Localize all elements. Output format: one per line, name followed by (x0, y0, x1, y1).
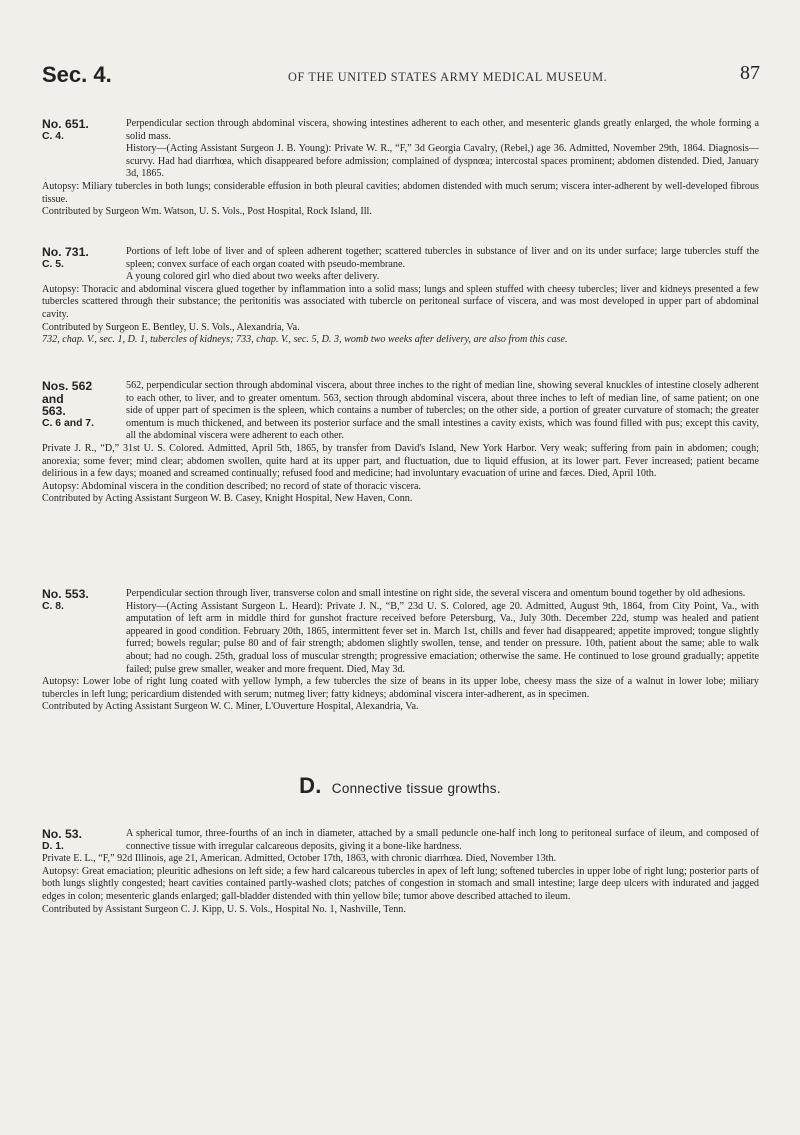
specimen-entry-53 (42, 828, 759, 916)
autopsy-paragraph: Autopsy: Miliary tubercles in both lungs; considerable effusion in both pleural cavities; abdomen distended with much serum; viscera inter-adherent by well-developed fibrous tissue. (42, 180, 759, 205)
specimen-label (42, 246, 126, 271)
specimen-class: C. 8. (42, 600, 64, 612)
specimen-history: History—(Acting Assistant Surgeon L. Heard): Private J. N., “B,” 23d U. S. Colored, age 20. Admitted, August 9th, 1864, from City Point, Va., with amputation of left arm in middle third for gunshot fracture received before Petersburg, Va., July 30th. December 22d, stump was healed and patient appeared in good condition. February 20th, 1865, intermittent fever set in. March 1st, chills and fever had disappeared; appetite improved; tongue slightly furred; bowels regular; pulse 80 and of fair strength; abdomen slightly swollen, tense, and tender on pressure. 10th, patient about the same; able to walk about; had no cough. 25th, gradual loss of muscular strength; progressive emaciation; otherwise the same. He continued to lose ground gradually; appetite failed; pulse grew smaller, weaker and more frequent. Died, May 3d. (126, 600, 759, 675)
autopsy-paragraph: Autopsy: Thoracic and abdominal viscera glued together by inflammation into a solid mass; lungs and spleen stuffed with cheesy tubercles; liver and kidneys presented a few tubercles scattered through their substance; the peritonitis was associated with tubercle on peritoneal surface of viscera, and was most developed in upper part of abdominal cavity. (42, 283, 759, 320)
specimen-number: No. 731. (42, 245, 89, 259)
section-title: Connective tissue growths. (331, 781, 501, 796)
section-heading (0, 773, 800, 799)
page-number: 87 (740, 62, 760, 84)
section-label: Sec. 4. (42, 62, 112, 87)
specimen-number: Nos. 562 (42, 379, 93, 393)
related-specimens-note: 732, chap. V., sec. 1, D. 1, tubercles of kidneys; 733, chap. V., sec. 5, D. 3, womb two weeks after delivery, are also from this case. (42, 334, 568, 346)
contributor-line: Contributed by Surgeon Wm. Watson, U. S. Vols., Post Hospital, Rock Island, Ill. (42, 206, 372, 218)
specimen-entry-731 (42, 246, 759, 347)
autopsy-paragraph: Autopsy: Abdominal viscera in the condition described; no record of state of thoracic viscera. (42, 480, 422, 492)
specimen-class: C. 4. (42, 130, 64, 142)
specimen-history: A young colored girl who died about two weeks after delivery. (126, 271, 380, 283)
specimen-entry-651 (42, 118, 759, 219)
page-header (42, 62, 760, 96)
section-letter: D. (299, 773, 322, 798)
history-paragraph: Private E. L., “F,” 92d Illinois, age 21, American. Admitted, October 17th, 1863, with chronic diarrhœa. Died, November 13th. (42, 853, 557, 865)
autopsy-paragraph: Autopsy: Lower lobe of right lung coated with yellow lymph, a few tubercles the size of beans in its upper lobe, cheesy mass the size of a walnut in lower lobe; miliary tubercles in left lung; pericardium distended with serum; nutmeg liver; fatty kidneys; abdominal viscera inter-adherent, as in specimen. (42, 676, 759, 700)
history-paragraph: Private J. R., “D,” 31st U. S. Colored. Admitted, April 5th, 1865, by transfer from David's Island, New York Harbor. Very weak; suffering from pain in abdomen; cough; anorexia; some fever; mind clear; abdomen swollen, quite hard at its upper part, and fluctuation, due to liquid effusion, at its lower part. Fever increased; patient became delirious in a few days; moaned and screamed continually; refused food and medicine; had involuntary evacuation of urine and fæces. Died, April 10th. (42, 442, 759, 480)
specimen-label (42, 588, 126, 613)
specimen-class: D. 1. (42, 840, 64, 852)
specimen-number-and: and (42, 391, 64, 406)
running-title: OF THE UNITED STATES ARMY MEDICAL MUSEUM. (288, 70, 608, 84)
specimen-class: C. 6 and 7. (42, 417, 94, 429)
specimen-description: Perpendicular section through abdominal viscera, showing intestines adherent to each other, and mesenteric glands greatly enlarged, the whole forming a solid mass. (126, 118, 759, 142)
specimen-description: A spherical tumor, three-fourths of an inch in diameter, attached by a small peduncle one-half inch long to peritoneal surface of ileum, and composed of connective tissue with irregular calcareous deposits, giving it a bone-like hardness. (126, 828, 759, 852)
specimen-class: C. 5. (42, 258, 64, 270)
specimen-number: No. 651. (42, 117, 89, 131)
specimen-history: History—(Acting Assistant Surgeon J. B. Young): Private W. R., “F,” 3d Georgia Cavalry, (Rebel,) age 36. Admitted, November 29th, 1864. Diagnosis—scurvy. Had had diarrhœa, which disappeared before admission; complained of dyspnœa; intercostal spaces prominent; abdomen distended. Died, January 3d, 1865. (126, 143, 759, 180)
contributor-line: Contributed by Surgeon E. Bentley, U. S. Vols., Alexandria, Va. (42, 321, 300, 333)
specimen-entry-553 (42, 588, 759, 714)
specimen-label (42, 118, 126, 143)
specimen-number: No. 53. (42, 827, 82, 841)
specimen-label (42, 380, 126, 430)
contributor-line: Contributed by Acting Assistant Surgeon W. C. Miner, L'Ouverture Hospital, Alexandria, Va. (42, 701, 419, 713)
contributor-line: Contributed by Acting Assistant Surgeon W. B. Casey, Knight Hospital, New Haven, Conn. (42, 493, 413, 505)
specimen-description: Portions of left lobe of liver and of spleen adherent together; scattered tubercles in substance of liver and on its under surface; large tubercles stuff the spleen; convex surface of each organ coated with pseudo-membrane. (126, 246, 759, 270)
specimen-entry-562-563 (42, 380, 759, 506)
autopsy-paragraph: Autopsy: Great emaciation; pleuritic adhesions on left side; a few hard calcareous tubercles in apex of left lung; softened tubercles in upper lobe of right lung; posterior parts of both lungs slightly congested; heart cavities contained partly-washed clots; patches of congestion in stomach and small intestine; large deep ulcers with indurated and jagged edges in colon; mesenteric glands enlarged; gall-bladder distended with thin yellow bile; tumor above described attached to ileum. (42, 865, 759, 902)
specimen-description: Perpendicular section through liver, transverse colon and small intestine on right side, the several viscera and omentum bound together by old adhesions. (126, 588, 746, 599)
specimen-number: No. 553. (42, 587, 89, 601)
specimen-label (42, 828, 126, 853)
specimen-description: 562, perpendicular section through abdominal viscera, about three inches to the right of median line, showing several knuckles of intestine closely adherent to each other, to liver, and to greater omentum. 563, section through abdominal viscera, about three inches to left of median line, of same patient; on one side of upper part of specimen is the spleen, which contains a number of tubercles; on the other side, a portion of greater curvature of stomach; the greater omentum is much thickened, and between its posterior surface and the small intestines a cavity exists, which was found filled with pus; except this cavity, all the abdominal viscera were adherent to each other. (126, 380, 759, 442)
contributor-line: Contributed by Assistant Surgeon C. J. Kipp, U. S. Vols., Hospital No. 1, Nashville, Tenn. (42, 903, 406, 915)
specimen-number-second: 563. (42, 404, 66, 419)
